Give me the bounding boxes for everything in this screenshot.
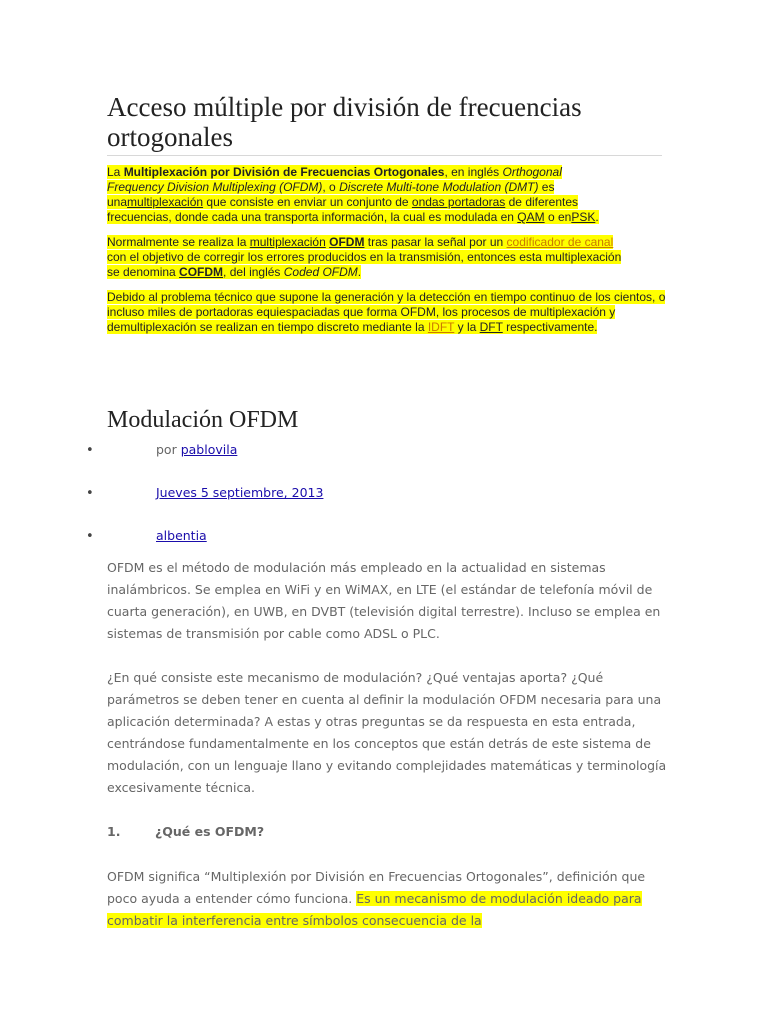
italic-term: Coded OFDM xyxy=(283,265,358,279)
highlighted-text xyxy=(107,290,665,334)
link-ondas-portadoras[interactable]: ondas portadoras xyxy=(411,195,506,209)
list-bullet: • xyxy=(86,529,94,544)
text-span: respectivamente. xyxy=(502,320,598,334)
body-paragraph-2: ¿En qué consiste este mecanismo de modulación? ¿Qué ventajas aporta? ¿Qué parámetros se deben tener en cuenta al definir la modulación OFDM necesaria para una aplicación determinada? A estas y otras preguntas se da respuesta en esta entrada, centrándose fundamentalmente en los conceptos que están detrás de este sistema de modulación, con un lenguaje llano y evitando complejidades matemáticas y terminología excesivamente técnica. xyxy=(107,670,667,795)
post-category xyxy=(156,528,207,544)
text-span: Debido al problema técnico que supone la generación y la detección en tiempo continuo de los cientos, o incluso miles de portadoras equiespaciadas que forma OFDM, los procesos de multiplexación y demultiplexación se realizan en tiempo discreto mediante la xyxy=(107,290,666,334)
text-span: con el objetivo de corregir los errores producidos en la transmisión, entonces esta multiplexación se denomina xyxy=(107,250,622,279)
section-heading xyxy=(107,824,264,840)
italic-term: Orthogonal Frequency Division Multiplexing (OFDM) xyxy=(107,165,562,194)
text-span: , o xyxy=(322,180,340,194)
author-link[interactable]: pablovila xyxy=(180,442,238,457)
highlighted-text xyxy=(107,165,599,224)
intro-paragraph xyxy=(107,165,619,225)
section-title: ¿Qué es OFDM? xyxy=(155,824,265,839)
text-span: Normalmente se realiza la xyxy=(107,235,250,249)
text-span: que consiste en enviar un conjunto de xyxy=(203,195,412,209)
body-paragraph-3 xyxy=(107,866,667,932)
link-cofdm[interactable]: COFDM xyxy=(179,265,224,279)
link-multiplexacion[interactable]: multiplexación xyxy=(249,235,326,249)
text-span: OFDM significa “Multiplexión por División en Frecuencias Ortogonales”, definición que poco ayuda a entender cómo funciona. xyxy=(107,869,646,906)
cofdm-paragraph xyxy=(107,235,627,280)
text-span: , del inglés xyxy=(223,265,284,279)
list-bullet: • xyxy=(86,486,94,501)
text-span: y la xyxy=(454,320,480,334)
text-span: . xyxy=(357,265,362,279)
text-span: es una xyxy=(107,180,555,209)
link-multiplexacion[interactable]: multiplexación xyxy=(127,195,204,209)
category-link[interactable]: albentia xyxy=(156,528,207,543)
bold-term: Multiplexación por División de Frecuencias Ortogonales xyxy=(123,165,445,179)
italic-term: Discrete Multi-tone Modulation (DMT) xyxy=(339,180,539,194)
link-codificador-de-canal[interactable]: codificador de canal xyxy=(506,235,614,249)
link-dft[interactable]: DFT xyxy=(479,320,503,334)
post-title: Modulación OFDM xyxy=(107,407,299,433)
text-span: de diferentes frecuencias, donde cada una transporta información, la cual es modulada en xyxy=(107,195,579,224)
discrete-time-paragraph xyxy=(107,290,667,335)
text-span: , en inglés xyxy=(444,165,503,179)
text-span: La xyxy=(107,165,124,179)
title-divider xyxy=(107,155,662,156)
section-number: 1. xyxy=(107,824,121,839)
highlighted-text: Es un mecanismo de modulación ideado para combatir la interferencia entre símbolos consecuencia de la xyxy=(107,891,642,928)
text-span: tras pasar la señal por un xyxy=(364,235,507,249)
link-idft[interactable]: IDFT xyxy=(427,320,455,334)
body-paragraph-1: OFDM es el método de modulación más empleado en la actualidad en sistemas inalámbricos. Se emplea en WiFi y en WiMAX, en LTE (el estándar de telefonía móvil de cuarta generación), en UWB, en DVBT (televisión digital terrestre). Incluso se emplea en sistemas de transmisión por cable como ADSL o PLC. xyxy=(107,560,661,641)
list-bullet: • xyxy=(86,443,94,458)
text-span: o en xyxy=(544,210,572,224)
post-date xyxy=(156,485,323,501)
article-title: Acceso múltiple por división de frecuencias ortogonales xyxy=(107,92,582,152)
text-span: . xyxy=(595,210,599,224)
link-ofdm[interactable]: OFDM xyxy=(329,235,365,249)
date-link[interactable]: Jueves 5 septiembre, 2013 xyxy=(156,485,324,500)
link-qam[interactable]: QAM xyxy=(517,210,545,224)
post-author xyxy=(156,442,237,458)
link-psk[interactable]: PSK xyxy=(571,210,596,224)
author-prefix: por xyxy=(156,442,181,457)
highlighted-text xyxy=(107,235,621,279)
